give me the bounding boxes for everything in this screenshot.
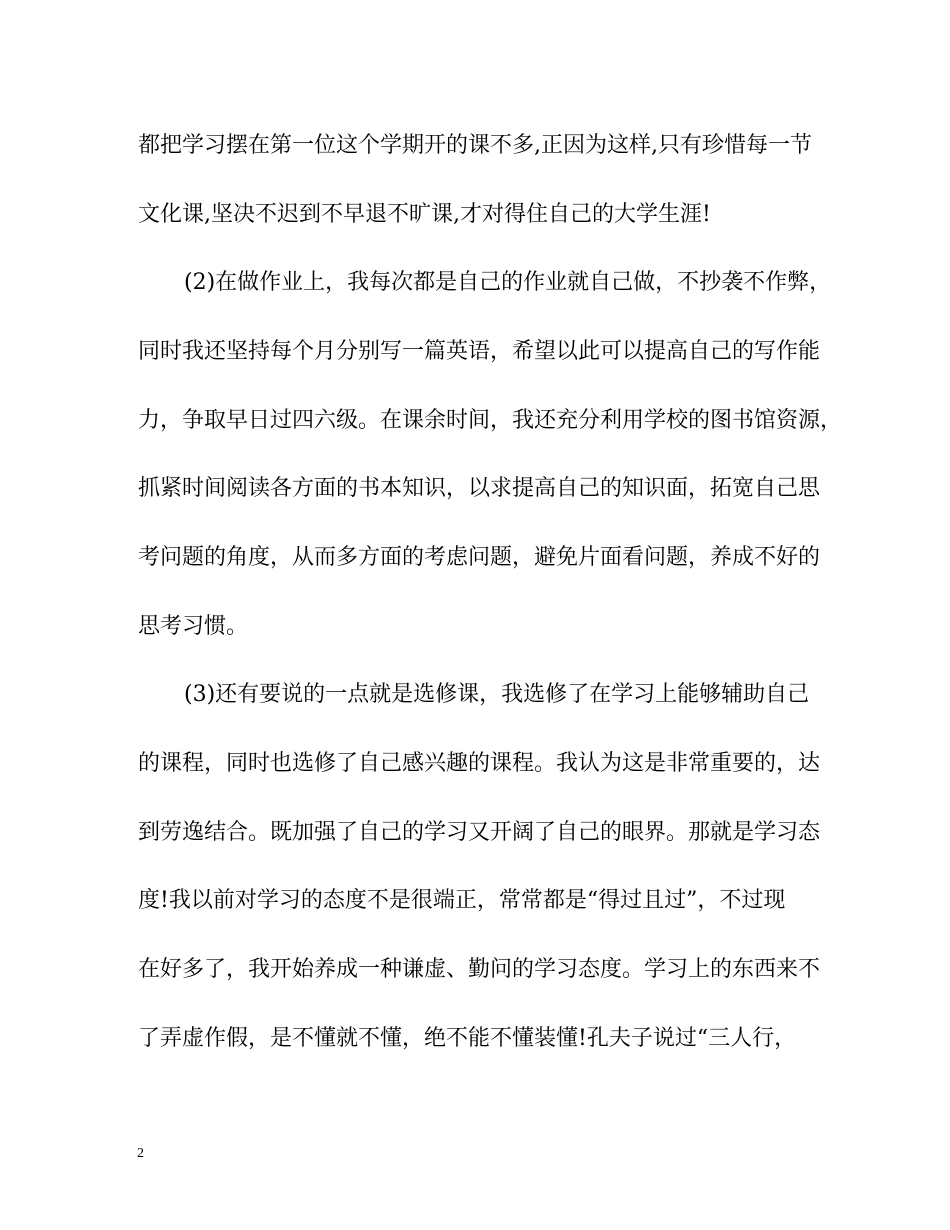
page-number: 2 xyxy=(137,1146,144,1161)
text-line-2: 文化课,坚决不迟到不早退不旷课,才对得住自己的大学生涯! xyxy=(138,202,711,227)
text-line-6: 抓紧时间阅读各方面的书本知识，以求提高自己的知识面，拓宽自己思 xyxy=(138,476,821,501)
text-line-5: 力，争取早日过四六级。在课余时间，我还充分利用学校的图书馆资源， xyxy=(138,408,843,433)
text-line-14: 了弄虚作假，是不懂就不懂，绝不能不懂装懂!孔夫子说过“三人行， xyxy=(138,1026,797,1051)
text-line-4: 同时我还坚持每个月分别写一篇英语，希望以此可以提高自己的写作能 xyxy=(138,339,821,364)
text-line-7: 考问题的角度，从而多方面的考虑问题，避免片面看问题，养成不好的 xyxy=(138,545,821,570)
text-line-1: 都把学习摆在第一位这个学期开的课不多,正因为这样,只有珍惜每一节 xyxy=(138,133,812,158)
text-line-8: 思考习惯。 xyxy=(138,614,249,639)
text-line-10: 的课程，同时也选修了自己感兴趣的课程。我认为这是非常重要的，达 xyxy=(138,751,821,776)
text-line-11: 到劳逸结合。既加强了自己的学习又开阔了自己的眼界。那就是学习态 xyxy=(138,820,821,845)
text-line-13: 在好多了，我开始养成一种谦虚、勤问的学习态度。学习上的东西来不 xyxy=(138,957,821,982)
text-line-3: (2)在做作业上，我每次都是自己的作业就自己做，不抄袭不作弊， xyxy=(184,270,832,295)
text-line-12: 度!我以前对学习的态度不是很端正，常常都是“得过且过”，不过现 xyxy=(138,888,786,913)
text-line-9: (3)还有要说的一点就是选修课，我选修了在学习上能够辅助自己 xyxy=(184,682,810,707)
